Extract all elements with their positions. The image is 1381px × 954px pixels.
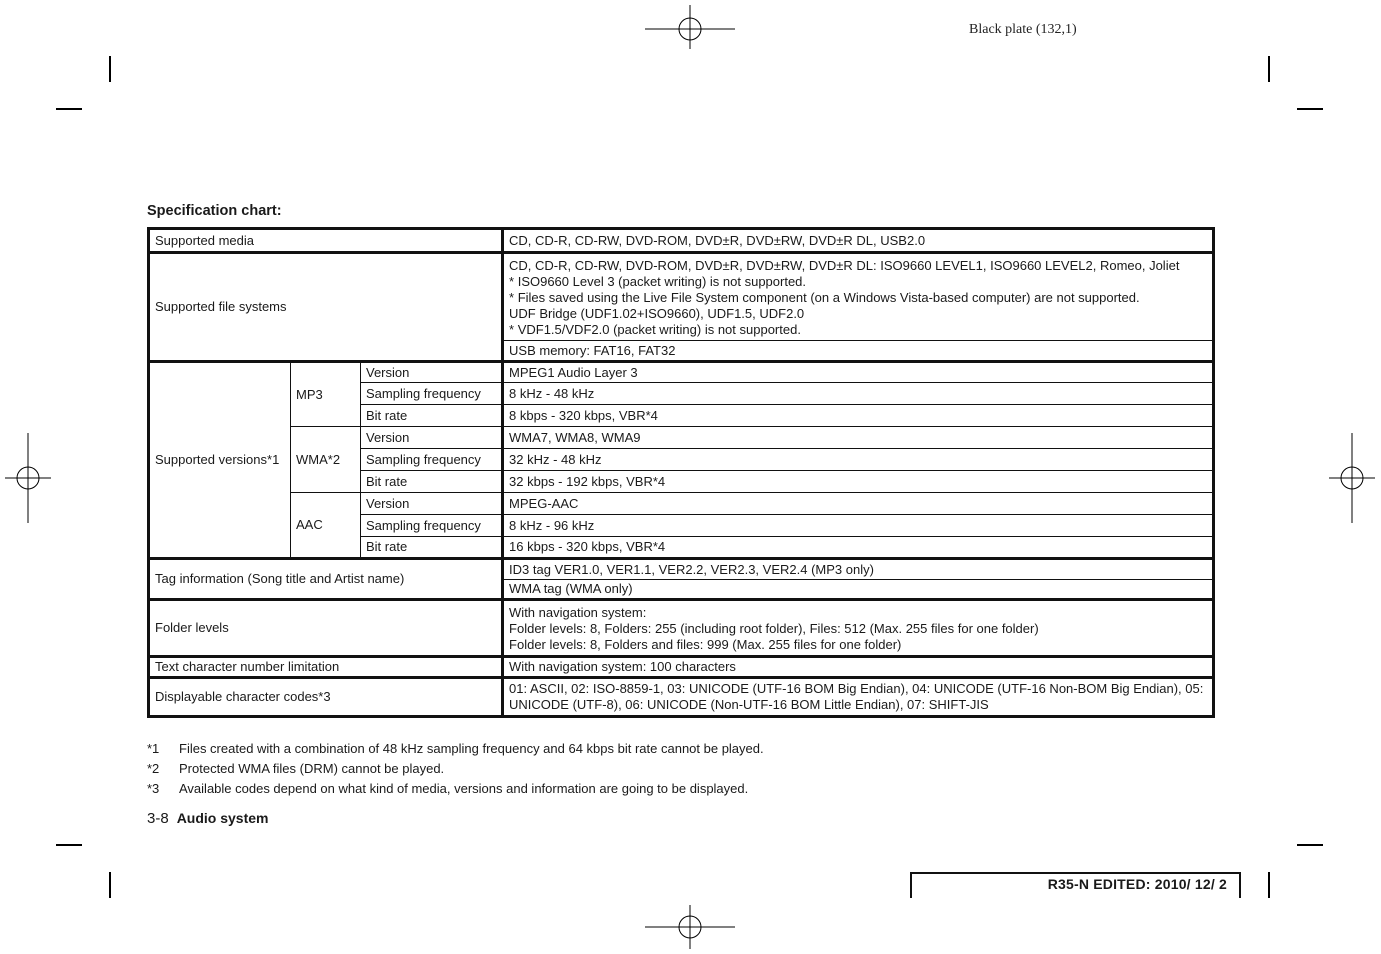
footnote-text: Available codes depend on what kind of media, versions and information are going to be displayed.: [179, 781, 749, 796]
table-row: [149, 678, 1214, 717]
registration-mark-icon: [1329, 433, 1375, 523]
row-value: 01: ASCII, 02: ISO-8859-1, 03: UNICODE (UTF-16 BOM Big Endian), 04: UNICODE (UTF-16 Non-BOM Big Endian), 05: UNICODE (UTF-8), 06: UNICODE (Non-UTF-16 BOM Little Endian), 07: SHIFT-JIS: [503, 678, 1214, 717]
crop-mark: [1268, 56, 1270, 82]
value-line: * VDF1.5/VDF2.0 (packet writing) is not supported.: [509, 322, 801, 337]
footnote-mark: *1: [147, 741, 160, 756]
edited-label: R35-N EDITED: 2010/ 12/ 2: [1047, 876, 1227, 892]
format-label: WMA*2: [291, 427, 361, 493]
table-row: [149, 229, 1214, 253]
section-name: Audio system: [176, 810, 269, 826]
property-label: Sampling frequency: [361, 515, 503, 537]
row-value: 32 kbps - 192 kbps, VBR*4: [503, 471, 1214, 493]
property-label: Bit rate: [361, 471, 503, 493]
page-footer: [147, 810, 269, 827]
row-label: Supported versions*1: [149, 362, 291, 559]
property-label: Version: [361, 362, 503, 383]
footnote-mark: *3: [147, 781, 160, 796]
row-label: Supported file systems: [149, 253, 503, 362]
registration-mark-icon: [645, 5, 735, 49]
value-line: CD, CD-R, CD-RW, DVD-ROM, DVD±R, DVD±RW, DVD±R DL: ISO9660 LEVEL1, ISO9660 LEVEL2, Romeo, Joliet: [509, 258, 1180, 273]
table-row: [149, 362, 1214, 383]
specification-table: [147, 227, 1215, 718]
property-label: Version: [361, 427, 503, 449]
row-value: WMA tag (WMA only): [503, 580, 1214, 600]
value-line: * ISO9660 Level 3 (packet writing) is not supported.: [509, 274, 807, 289]
row-value: ID3 tag VER1.0, VER1.1, VER2.2, VER2.3, VER2.4 (MP3 only): [503, 559, 1214, 580]
row-value: 8 kbps - 320 kbps, VBR*4: [503, 405, 1214, 427]
edited-stamp: [910, 872, 1241, 898]
footnote-mark: *2: [147, 761, 160, 776]
table-row: [149, 559, 1214, 580]
row-value: WMA7, WMA8, WMA9: [503, 427, 1214, 449]
footnote: [147, 780, 764, 800]
crop-mark: [109, 56, 111, 82]
row-value: 8 kHz - 48 kHz: [503, 383, 1214, 405]
crop-mark: [1268, 872, 1270, 898]
property-label: Sampling frequency: [361, 449, 503, 471]
table-row: [149, 657, 1214, 678]
table-row: [149, 493, 1214, 515]
property-label: Bit rate: [361, 537, 503, 559]
row-label: Displayable character codes*3: [149, 678, 503, 717]
footnote: [147, 760, 764, 780]
table-row: [149, 600, 1214, 657]
row-value: 8 kHz - 96 kHz: [503, 515, 1214, 537]
footnote: [147, 740, 764, 760]
row-label: Text character number limitation: [149, 657, 503, 678]
footnote-text: Files created with a combination of 48 kHz sampling frequency and 64 kbps bit rate cannot be played.: [179, 741, 764, 756]
registration-mark-icon: [5, 433, 51, 523]
crop-mark: [1297, 108, 1323, 110]
footnotes: [147, 740, 764, 800]
row-value: 16 kbps - 320 kbps, VBR*4: [503, 537, 1214, 559]
row-value: [503, 600, 1214, 657]
crop-mark: [1297, 844, 1323, 846]
row-value: With navigation system: 100 characters: [503, 657, 1214, 678]
table-row: [149, 253, 1214, 341]
section-heading: Specification chart:: [147, 203, 282, 219]
row-label: Tag information (Song title and Artist name): [149, 559, 503, 600]
value-line: With navigation system:: [509, 605, 647, 620]
format-label: MP3: [291, 362, 361, 427]
value-line: * Files saved using the Live File System component (on a Windows Vista-based computer) are not supported.: [509, 290, 1140, 305]
page-number: 3-8: [147, 810, 169, 827]
value-line: UDF Bridge (UDF1.02+ISO9660), UDF1.5, UDF2.0: [509, 306, 805, 321]
crop-mark: [56, 108, 82, 110]
property-label: Version: [361, 493, 503, 515]
row-label: Supported media: [149, 229, 503, 253]
property-label: Sampling frequency: [361, 383, 503, 405]
row-value: MPEG-AAC: [503, 493, 1214, 515]
crop-mark: [56, 844, 82, 846]
crop-mark: [109, 872, 111, 898]
property-label: Bit rate: [361, 405, 503, 427]
row-value: 32 kHz - 48 kHz: [503, 449, 1214, 471]
row-value: MPEG1 Audio Layer 3: [503, 362, 1214, 383]
format-label: AAC: [291, 493, 361, 559]
row-label: Folder levels: [149, 600, 503, 657]
table-row: [149, 427, 1214, 449]
footnote-text: Protected WMA files (DRM) cannot be played.: [179, 761, 445, 776]
row-value: USB memory: FAT16, FAT32: [503, 341, 1214, 362]
value-line: Folder levels: 8, Folders and files: 999 (Max. 255 files for one folder): [509, 637, 902, 652]
plate-label: Black plate (132,1): [969, 22, 1077, 37]
row-value: [503, 253, 1214, 341]
value-line: Folder levels: 8, Folders: 255 (including root folder), Files: 512 (Max. 255 files for one folder): [509, 621, 1039, 636]
registration-mark-icon: [645, 905, 735, 949]
row-value: CD, CD-R, CD-RW, DVD-ROM, DVD±R, DVD±RW, DVD±R DL, USB2.0: [503, 229, 1214, 253]
